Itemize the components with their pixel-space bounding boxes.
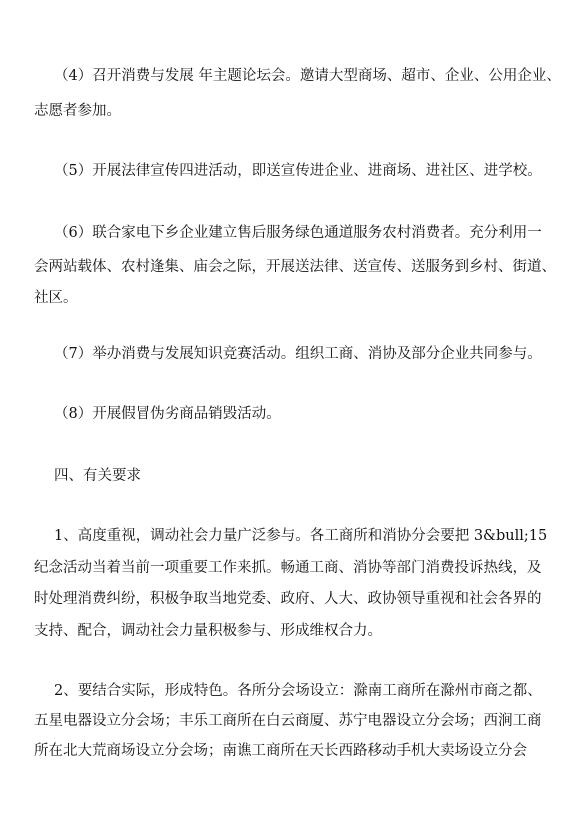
paragraph-6-line-3: 社区。 <box>34 290 78 306</box>
paragraph-6-line-2: 会两站载体、农村逢集、庙会之际，开展送法律、送宣传、送服务到乡村、街道、 <box>34 259 556 275</box>
requirement-2-line-2: 五星电器设立分会场；丰乐工商所在白云商厦、苏宁电器设立分会场；西涧工商 <box>34 713 542 729</box>
requirement-1-line-1: 1、高度重视，调动社会力量广泛参与。各工商所和消协分会要把 3&bull;15 <box>54 528 548 544</box>
requirement-1-line-4: 支持、配合，调动社会力量积极参与、形成维权合力。 <box>34 623 382 639</box>
paragraph-6-line-1: （6）联合家电下乡企业建立售后服务绿色通道服务农村消费者。充分利用一 <box>54 225 542 241</box>
paragraph-7-line-1: （7）举办消费与发展知识竞赛活动。组织工商、消协及部分企业共同参与。 <box>54 346 542 362</box>
paragraph-4-line-2: 志愿者参加。 <box>34 103 121 119</box>
requirement-2-line-3: 所在北大荒商场设立分会场；南谯工商所在天长西路移动手机大卖场设立分会 <box>34 743 527 759</box>
paragraph-5-line-1: （5）开展法律宣传四进活动，即送宣传进企业、进商场、进社区、进学校。 <box>54 163 542 179</box>
section-heading: 四、有关要求 <box>54 468 141 484</box>
paragraph-8-line-1: （8）开展假冒伪劣商品销毁活动。 <box>54 406 281 422</box>
requirement-1-line-2: 纪念活动当着当前一项重要工作来抓。畅通工商、消协等部门消费投诉热线，及 <box>34 560 542 576</box>
requirement-1-line-3: 时处理消费纠纷，积极争取当地党委、政府、人大、政协领导重视和社会各界的 <box>34 591 542 607</box>
requirement-2-line-1: 2、要结合实际，形成特色。各所分会场设立：滁南工商所在滁州市商之都、 <box>54 683 542 699</box>
paragraph-4-line-1: （4）召开消费与发展 年主题论坛会。邀请大型商场、超市、企业、公用企业、 <box>54 68 561 84</box>
